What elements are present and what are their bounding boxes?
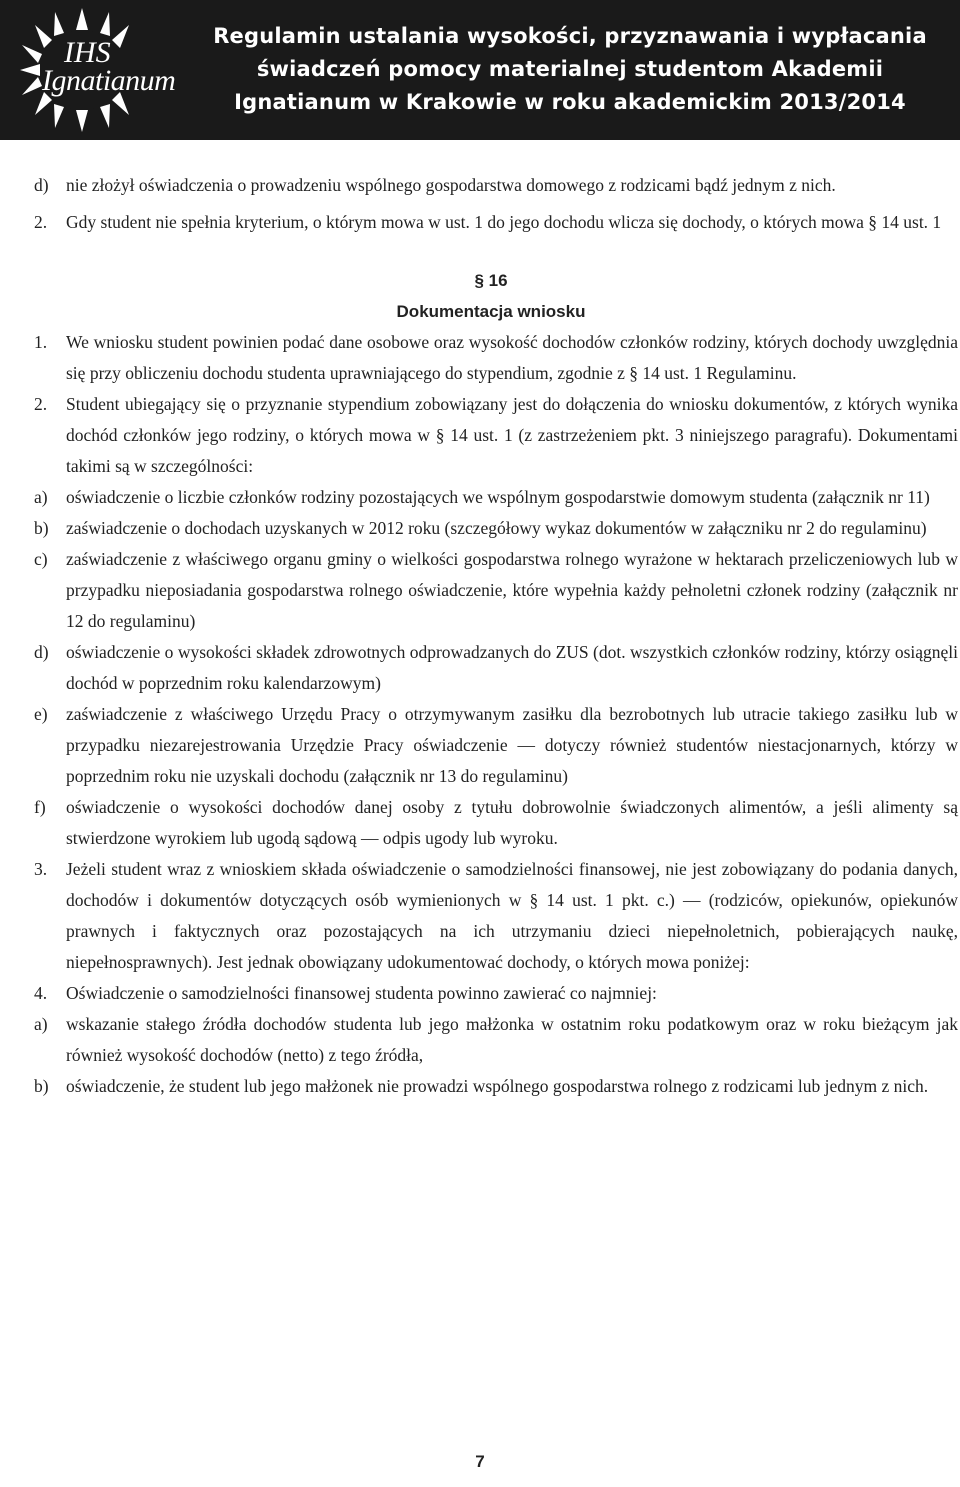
list-marker: b) xyxy=(34,1076,49,1096)
list-text: oświadczenie o wysokości składek zdrowotnych odprowadzanych do ZUS (dot. wszystkich członków rodziny, którzy osiągnęli dochód w poprzednim roku kalendarzowym) xyxy=(66,642,958,693)
list-text: Jeżeli student wraz z wnioskiem składa oświadczenie o samodzielności finansowej, nie jest zobowiązany do podania danych, dochodów i dokumentów dotyczących osób wymienionych w § 14 ust. 1 pkt. c.) — (rodziców, opiekunów, opiekunów prawnych i faktycznych oraz pozostających na ich utrzymaniu dzieci niepełnoletnich, pobierających naukę, niepełnosprawnych). Jest jednak obowiązany udokumentować dochody, o których mowa poniżej: xyxy=(66,859,958,972)
list-marker: 2. xyxy=(34,212,48,232)
document-title xyxy=(200,20,940,119)
list-item xyxy=(34,544,958,637)
list-item xyxy=(34,513,958,544)
title-line: świadczeń pomocy materialnej studentom Akademii xyxy=(256,57,884,81)
page-header xyxy=(0,0,960,140)
list-item xyxy=(34,170,958,201)
list-item xyxy=(34,978,958,1009)
list-text: zaświadczenie z właściwego Urzędu Pracy o otrzymywanym zasiłku dla bezrobotnych lub utracie takiego zasiłku lub w przypadku niezarejestrowania Urzędzie Pracy oświadczenie — dotyczy również studentów niestacjonarnych, którzy w poprzednim roku nie uzyskali dochodu (załącznik nr 13 do regulaminu) xyxy=(66,704,958,786)
list-marker: a) xyxy=(34,487,48,507)
list-marker: 2. xyxy=(34,394,48,414)
list-marker: c) xyxy=(34,549,48,569)
section-title: Dokumentacja wniosku xyxy=(396,302,586,321)
list-marker: d) xyxy=(34,642,49,662)
title-line: Ignatianum w Krakowie w roku akademickim 2013/2014 xyxy=(234,90,906,114)
document-body xyxy=(34,170,958,1102)
list-marker: 4. xyxy=(34,983,48,1003)
list-item xyxy=(34,389,958,482)
list-marker: a) xyxy=(34,1014,48,1034)
logo-name-text: Ignatianum xyxy=(42,64,176,97)
list-item xyxy=(34,1009,958,1071)
list-text: Oświadczenie o samodzielności finansowej studenta powinno zawierać co najmniej: xyxy=(66,983,657,1003)
list-item xyxy=(34,792,958,854)
list-text: Student ubiegający się o przyznanie stypendium zobowiązany jest do dołączenia do wniosku dokumentów, z których wynika dochód członków jego rodziny, o których mowa w § 14 ust. 1 (z zastrzeżeniem pkt. 3 niniejszego paragrafu). Dokumentami takimi są w szczególności: xyxy=(66,394,958,476)
list-item xyxy=(34,482,958,513)
list-marker: e) xyxy=(34,704,48,724)
list-marker: b) xyxy=(34,518,49,538)
list-text: oświadczenie, że student lub jego małżonek nie prowadzi wspólnego gospodarstwa rolnego z rodzicami lub jednym z nich. xyxy=(66,1076,929,1096)
list-text: Gdy student nie spełnia kryterium, o którym mowa w ust. 1 do jego dochodu wlicza się dochody, o których mowa § 14 ust. 1 xyxy=(66,212,942,232)
list-item xyxy=(34,854,958,978)
list-text: oświadczenie o liczbie członków rodziny pozostających we wspólnym gospodarstwie domowym studenta (załącznik nr 11) xyxy=(66,487,930,507)
list-text: zaświadczenie o dochodach uzyskanych w 2012 roku (szczegółowy wykaz dokumentów w załączniku nr 2 do regulaminu) xyxy=(66,518,927,538)
list-text: oświadczenie o wysokości dochodów danej osoby z tytułu dobrowolnie świadczonych alimentów, a jeśli alimenty są stwierdzone wyrokiem lub ugodą sądową — odpis ugody lub wyroku. xyxy=(66,797,958,848)
ignatianum-logo xyxy=(0,0,205,140)
logo-ihs-text: IHS xyxy=(64,36,111,69)
list-text: We wniosku student powinien podać dane osobowe oraz wysokość dochodów członków rodziny, których dochody uwzględnia się przy obliczeniu dochodu studenta uprawniającego do stypendium, zgodnie z § 14 ust. 1 Regulaminu. xyxy=(66,332,958,383)
section-heading xyxy=(24,265,958,327)
list-item xyxy=(34,1071,958,1102)
list-marker: d) xyxy=(34,175,49,195)
list-item xyxy=(34,327,958,389)
list-item xyxy=(34,699,958,792)
title-line: Regulamin ustalania wysokości, przyznawania i wypłacania xyxy=(213,24,927,48)
list-text: wskazanie stałego źródła dochodów studenta lub jego małżonka w ostatnim roku podatkowym oraz w roku bieżącym jak również wysokość dochodów (netto) z tego źródła, xyxy=(66,1014,958,1065)
list-item xyxy=(34,207,958,238)
list-marker: f) xyxy=(34,797,46,817)
section-number: § 16 xyxy=(474,271,508,290)
list-item xyxy=(34,637,958,699)
page-number: 7 xyxy=(475,1452,485,1471)
list-text: zaświadczenie z właściwego organu gminy o wielkości gospodarstwa rolnego wyrażone w hektarach przeliczeniowych lub w przypadku nieposiadania gospodarstwa rolnego oświadczenie, które wypełnia każdy pełnoletni członek rodziny (załącznik nr 12 do regulaminu) xyxy=(66,549,958,631)
list-marker: 3. xyxy=(34,859,48,879)
list-text: nie złożył oświadczenia o prowadzeniu wspólnego gospodarstwa domowego z rodzicami bądź jednym z nich. xyxy=(66,175,836,195)
list-marker: 1. xyxy=(34,332,48,352)
